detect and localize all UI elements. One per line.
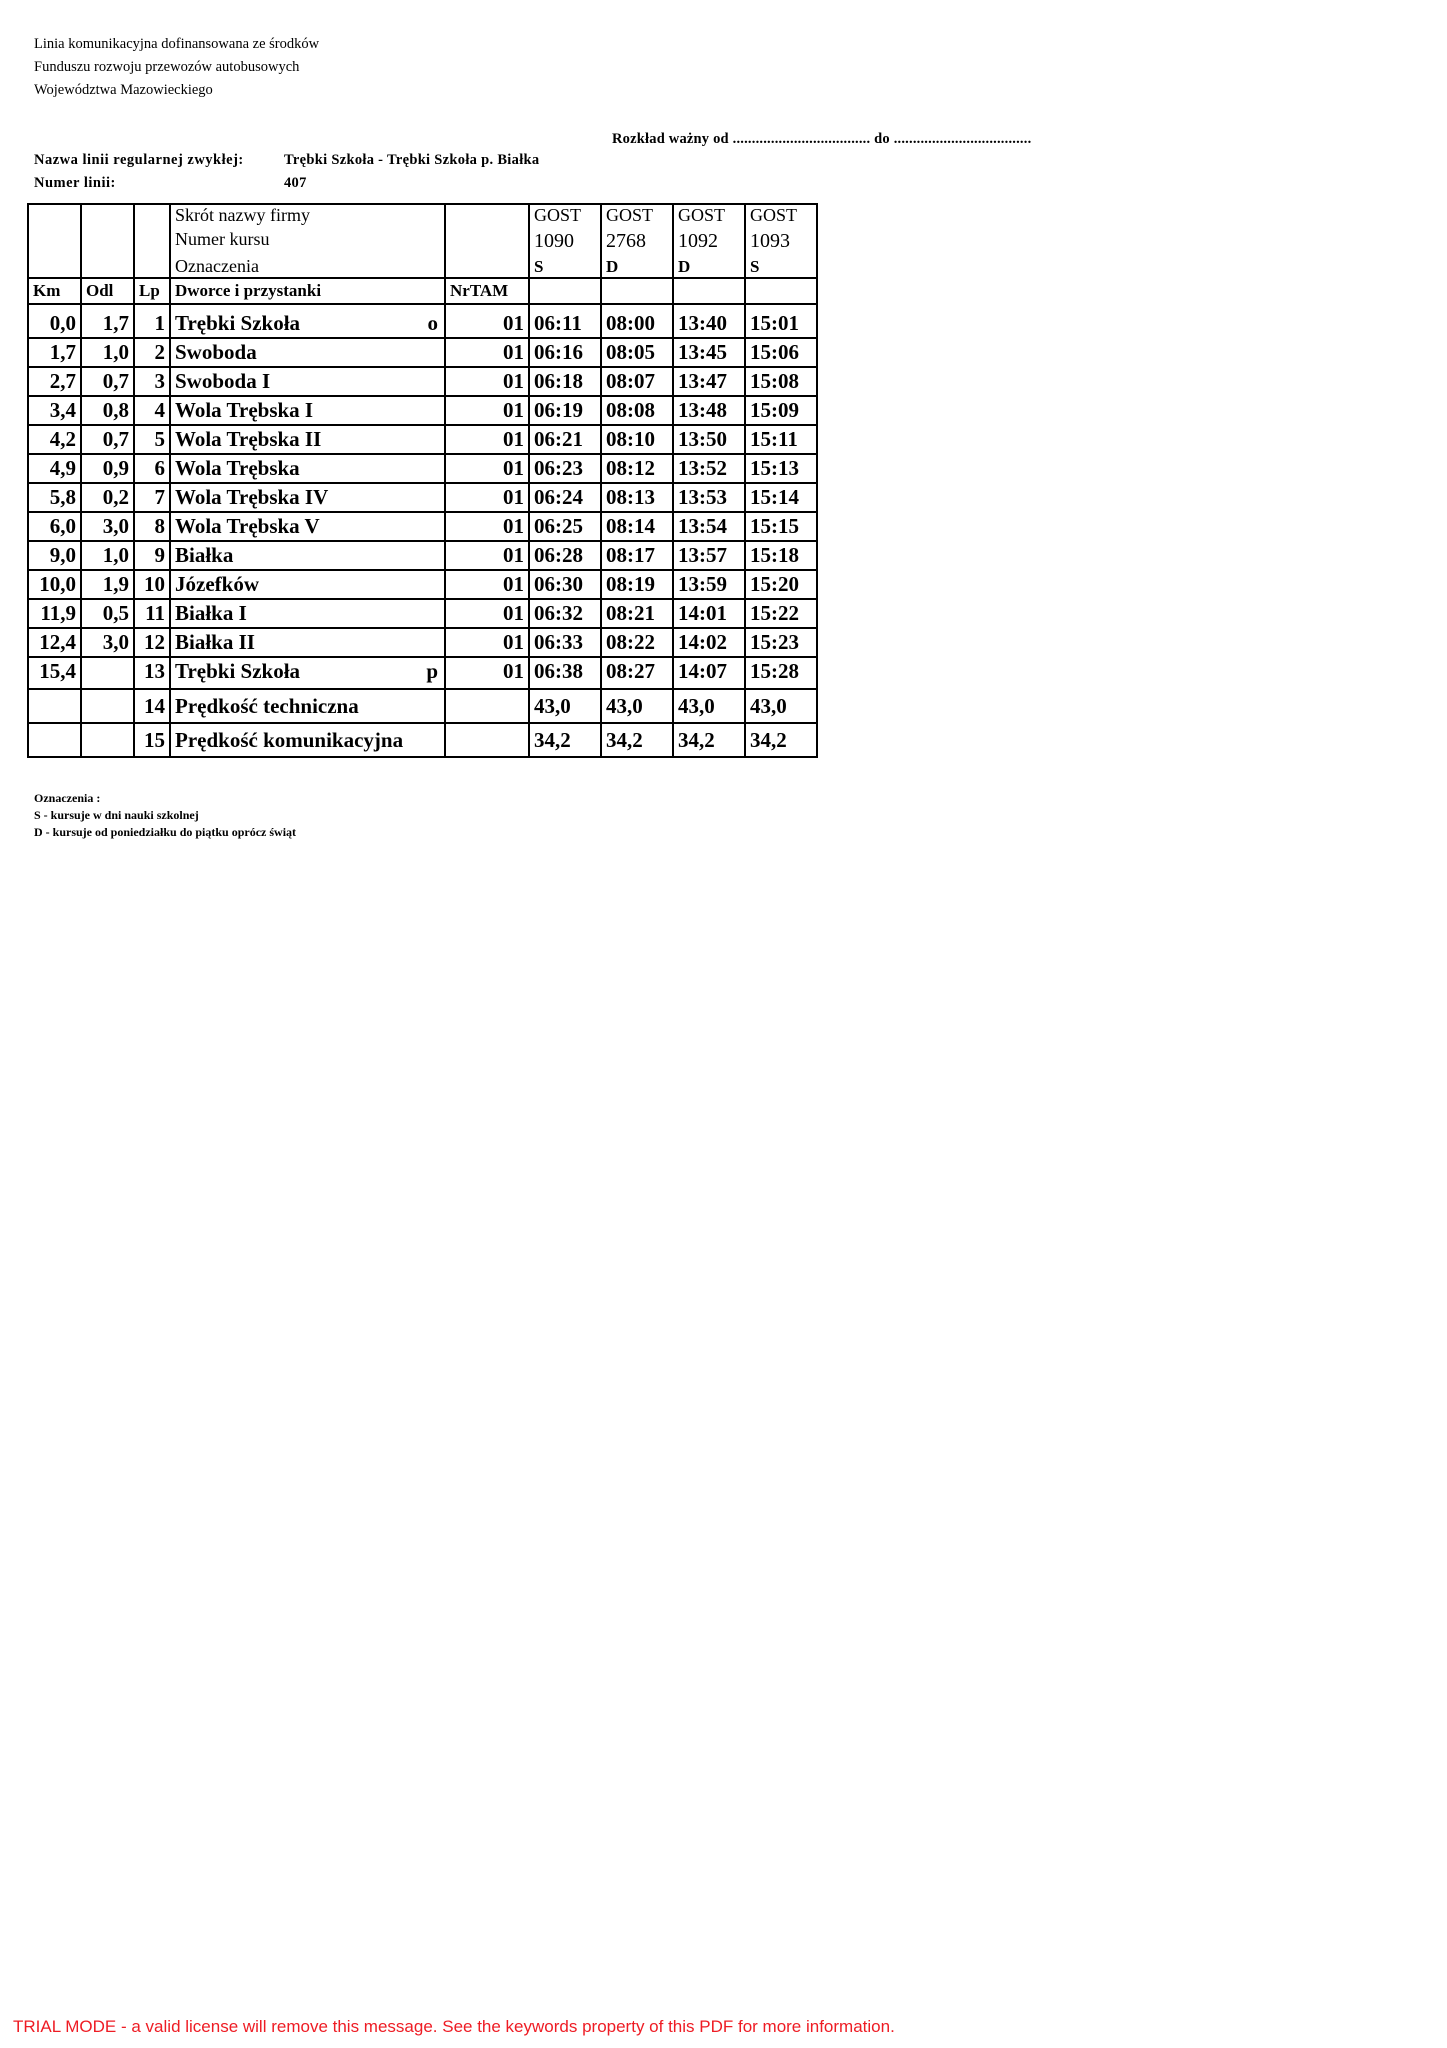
stop-name-text: Wola Trębska [175,456,300,480]
departure-time: 15:22 [745,599,817,628]
stop-name-text: Józefków [175,572,259,596]
nrtam-value-text: 01 [503,485,524,509]
line-number: 407 [284,175,307,191]
speed-value: 43,0 [745,689,817,723]
lp-value [134,425,170,454]
departure-time: 13:48 [673,396,745,425]
nrtam-value [445,570,529,599]
course-number: 2768 [601,226,673,256]
trial-watermark: TRIAL MODE - a valid license will remove this message. See the keywords property of this PDF for more information. [13,2017,895,2036]
stop-name [170,483,445,512]
odl-value [81,304,134,338]
departure-time: 08:19 [601,570,673,599]
stop-name [170,367,445,396]
nrtam-value [445,367,529,396]
lp-value-text: 13 [144,659,165,683]
table-row [28,570,817,599]
lp-value-text: 8 [154,514,165,538]
km-value-text: 11,9 [40,601,76,625]
legend-item: D - kursuje od poniedziałku do piątku oprócz świąt [34,825,297,839]
stop-name-text: Trębki Szkoła [175,311,301,335]
departure-time: 13:54 [673,512,745,541]
legend [34,790,296,841]
km-value [28,367,81,396]
nrtam-value-text: 01 [503,398,524,422]
firm-label: Skrót nazwy firmy [170,204,445,226]
departure-time: 13:52 [673,454,745,483]
odl-value-text: 0,5 [102,601,129,625]
table-row [28,541,817,570]
course-firm: GOST [529,204,601,226]
departure-time: 08:07 [601,367,673,396]
odl-value [81,512,134,541]
odl-value-text: 1,9 [102,572,129,596]
odl-value-text: 1,0 [102,340,129,364]
km-value-text: 4,2 [49,427,76,451]
stops-header: Dworce i przystanki [170,278,445,304]
nrtam-value-text: 01 [503,543,524,567]
stop-name-text: Białka I [175,601,247,625]
lp-value-text: 1 [154,311,165,335]
departure-time: 08:14 [601,512,673,541]
departure-time: 13:57 [673,541,745,570]
km-value-text: 0,0 [49,311,76,335]
line-name: Trębki Szkoła - Trębki Szkoła p. Białka [284,152,540,168]
lp-value [134,570,170,599]
departure-time: 08:13 [601,483,673,512]
table-row [28,304,817,338]
lp-header: Lp [134,278,170,304]
odl-value [81,338,134,367]
departure-time: 08:08 [601,396,673,425]
stop-flag: p [426,659,438,683]
legend-item: S - kursuje w dni nauki szkolnej [34,808,199,822]
km-value [28,599,81,628]
speed-value: 43,0 [529,689,601,723]
nrtam-value-text: 01 [503,572,524,596]
legend-title: Oznaczenia : [34,791,101,805]
marks-label: Oznaczenia [170,256,445,278]
speed-label: Prędkość techniczna [170,689,445,723]
departure-time: 13:40 [673,304,745,338]
lp-value-text: 10 [144,572,165,596]
speed-row [28,723,817,757]
empty-cell [28,689,81,723]
nrtam-value [445,304,529,338]
lp-value [134,512,170,541]
odl-value-text: 0,9 [102,456,129,480]
odl-value-text: 0,2 [102,485,129,509]
departure-time: 15:08 [745,367,817,396]
departure-time: 15:20 [745,570,817,599]
km-value [28,304,81,338]
stop-name [170,396,445,425]
odl-value [81,599,134,628]
departure-time: 15:15 [745,512,817,541]
stop-name [170,657,445,689]
departure-time: 15:14 [745,483,817,512]
stop-name [170,628,445,657]
nrtam-value-text: 01 [503,311,524,335]
lp-value [134,483,170,512]
odl-value-text: 1,0 [102,543,129,567]
departure-time: 15:23 [745,628,817,657]
km-value [28,425,81,454]
odl-value [81,367,134,396]
odl-value-text: 3,0 [102,630,129,654]
odl-value-text: 0,7 [102,369,129,393]
nrtam-value [445,657,529,689]
table-row [28,657,817,689]
departure-time: 06:25 [529,512,601,541]
departure-time: 08:05 [601,338,673,367]
departure-time: 06:11 [529,304,601,338]
departure-time: 14:07 [673,657,745,689]
km-value [28,338,81,367]
speed-value: 43,0 [601,689,673,723]
nrtam-value-text: 01 [503,369,524,393]
departure-time: 08:12 [601,454,673,483]
course-mark: S [745,256,817,278]
km-value-text: 6,0 [49,514,76,538]
departure-time: 08:00 [601,304,673,338]
funding-note [34,33,319,102]
departure-time: 08:10 [601,425,673,454]
departure-time: 13:47 [673,367,745,396]
lp-value-text: 3 [154,369,165,393]
km-value [28,396,81,425]
nrtam-value-text: 01 [503,427,524,451]
km-value-text: 3,4 [49,398,76,422]
stop-name [170,512,445,541]
stop-name-text: Białka [175,543,234,567]
departure-time: 08:21 [601,599,673,628]
funding-note-line: Linia komunikacyjna dofinansowana ze środków [34,36,320,52]
km-value-text: 5,8 [49,485,76,509]
odl-value-text: 3,0 [102,514,129,538]
departure-time: 14:02 [673,628,745,657]
lp-value [134,367,170,396]
odl-value [81,541,134,570]
odl-value [81,396,134,425]
departure-time: 08:17 [601,541,673,570]
course-number: 1090 [529,226,601,256]
table-row [28,454,817,483]
line-number-label: Numer linii: [34,175,116,191]
odl-header: Odl [81,278,134,304]
km-value [28,512,81,541]
lp-value-text: 4 [154,398,165,422]
departure-time: 15:11 [745,425,817,454]
km-value [28,541,81,570]
course-firm: GOST [673,204,745,226]
departure-time: 13:59 [673,570,745,599]
nrtam-value-text: 01 [503,630,524,654]
departure-time: 06:16 [529,338,601,367]
stop-name-text: Wola Trębska I [175,398,314,422]
departure-time: 06:33 [529,628,601,657]
stop-name-text: Trębki Szkoła [175,659,301,683]
odl-value-text: 0,7 [102,427,129,451]
line-info [34,149,539,195]
lp-value [134,454,170,483]
lp-value [134,628,170,657]
table-row [28,628,817,657]
odl-value [81,628,134,657]
stop-name [170,338,445,367]
departure-time: 13:45 [673,338,745,367]
km-header: Km [28,278,81,304]
lp-value-text: 5 [154,427,165,451]
stop-name [170,425,445,454]
stop-name-text: Swoboda I [175,369,271,393]
validity-period: Rozkład ważny od .................................... do .................................... [612,131,1032,147]
departure-time: 06:24 [529,483,601,512]
departure-time: 15:18 [745,541,817,570]
table-row [28,367,817,396]
lp-value [134,599,170,628]
nrtam-value [445,454,529,483]
departure-time: 13:50 [673,425,745,454]
stop-rows [28,304,817,689]
speed-lp: 14 [134,689,170,723]
departure-time: 06:28 [529,541,601,570]
km-value-text: 12,4 [39,630,76,654]
stop-flag: o [427,311,438,335]
course-number: 1092 [673,226,745,256]
nrtam-value [445,338,529,367]
lp-value [134,657,170,689]
speed-lp: 15 [134,723,170,757]
km-value-text: 15,4 [39,659,76,683]
km-value-text: 10,0 [39,572,76,596]
lp-value-text: 6 [154,456,165,480]
lp-value-text: 7 [154,485,165,509]
departure-time: 06:30 [529,570,601,599]
table-row [28,599,817,628]
departure-time: 15:28 [745,657,817,689]
nrtam-value [445,599,529,628]
nrtam-value-text: 01 [503,601,524,625]
empty-cell [81,723,134,757]
departure-time: 06:32 [529,599,601,628]
lp-value [134,304,170,338]
odl-value-text: 0,8 [102,398,129,422]
table-row [28,512,817,541]
stop-name [170,541,445,570]
speed-value: 34,2 [745,723,817,757]
speed-value: 34,2 [601,723,673,757]
course-firm: GOST [745,204,817,226]
nrtam-header: NrTAM [445,278,529,304]
lp-value-text: 9 [154,543,165,567]
departure-time: 15:09 [745,396,817,425]
km-value-text: 2,7 [49,369,76,393]
nrtam-value-text: 01 [503,340,524,364]
departure-time: 15:01 [745,304,817,338]
table-row [28,396,817,425]
km-value [28,657,81,689]
course-firm: GOST [601,204,673,226]
nrtam-value [445,396,529,425]
lp-value-text: 2 [154,340,165,364]
departure-time: 06:21 [529,425,601,454]
empty-cell [445,723,529,757]
departure-time: 06:38 [529,657,601,689]
nrtam-value [445,628,529,657]
line-name-label: Nazwa linii regularnej zwykłej: [34,152,244,168]
departure-time: 06:23 [529,454,601,483]
speed-label: Prędkość komunikacyjna [170,723,445,757]
stop-name-text: Wola Trębska IV [175,485,329,509]
stop-name [170,454,445,483]
table-row [28,338,817,367]
nrtam-value-text: 01 [503,456,524,480]
table-row [28,425,817,454]
odl-value [81,483,134,512]
odl-value-text: 1,7 [102,311,129,335]
timetable [27,203,818,758]
empty-cell [81,689,134,723]
departure-time: 08:27 [601,657,673,689]
km-value-text: 4,9 [49,456,76,480]
speed-value: 34,2 [529,723,601,757]
km-value [28,454,81,483]
departure-time: 15:13 [745,454,817,483]
speed-value: 43,0 [673,689,745,723]
odl-value [81,425,134,454]
nrtam-value [445,541,529,570]
stop-name-text: Białka II [175,630,255,654]
empty-cell [445,689,529,723]
departure-time: 06:19 [529,396,601,425]
km-value-text: 1,7 [49,340,76,364]
lp-value [134,396,170,425]
speed-rows [28,689,817,757]
funding-note-line: Województwa Mazowieckiego [34,82,213,98]
speed-value: 34,2 [673,723,745,757]
speed-row [28,689,817,723]
departure-time: 14:01 [673,599,745,628]
course-mark: S [529,256,601,278]
odl-value [81,657,134,689]
funding-note-line: Funduszu rozwoju przewozów autobusowych [34,59,300,75]
lp-value-text: 11 [145,601,165,625]
odl-value [81,454,134,483]
departure-time: 06:18 [529,367,601,396]
km-value [28,483,81,512]
lp-value [134,338,170,367]
stop-name-text: Wola Trębska II [175,427,322,451]
stop-name [170,599,445,628]
nrtam-value [445,483,529,512]
stop-name [170,304,445,338]
nrtam-value-text: 01 [503,659,524,683]
stop-name-text: Swoboda [175,340,257,364]
departure-time: 13:53 [673,483,745,512]
km-value-text: 9,0 [49,543,76,567]
lp-value [134,541,170,570]
departure-time: 15:06 [745,338,817,367]
course-number-label: Numer kursu [170,226,445,256]
course-number: 1093 [745,226,817,256]
nrtam-value [445,512,529,541]
course-mark: D [601,256,673,278]
course-mark: D [673,256,745,278]
nrtam-value-text: 01 [503,514,524,538]
km-value [28,570,81,599]
departure-time: 08:22 [601,628,673,657]
km-value [28,628,81,657]
stop-name [170,570,445,599]
empty-cell [28,723,81,757]
stop-name-text: Wola Trębska V [175,514,320,538]
nrtam-value [445,425,529,454]
odl-value [81,570,134,599]
table-row [28,483,817,512]
lp-value-text: 12 [144,630,165,654]
